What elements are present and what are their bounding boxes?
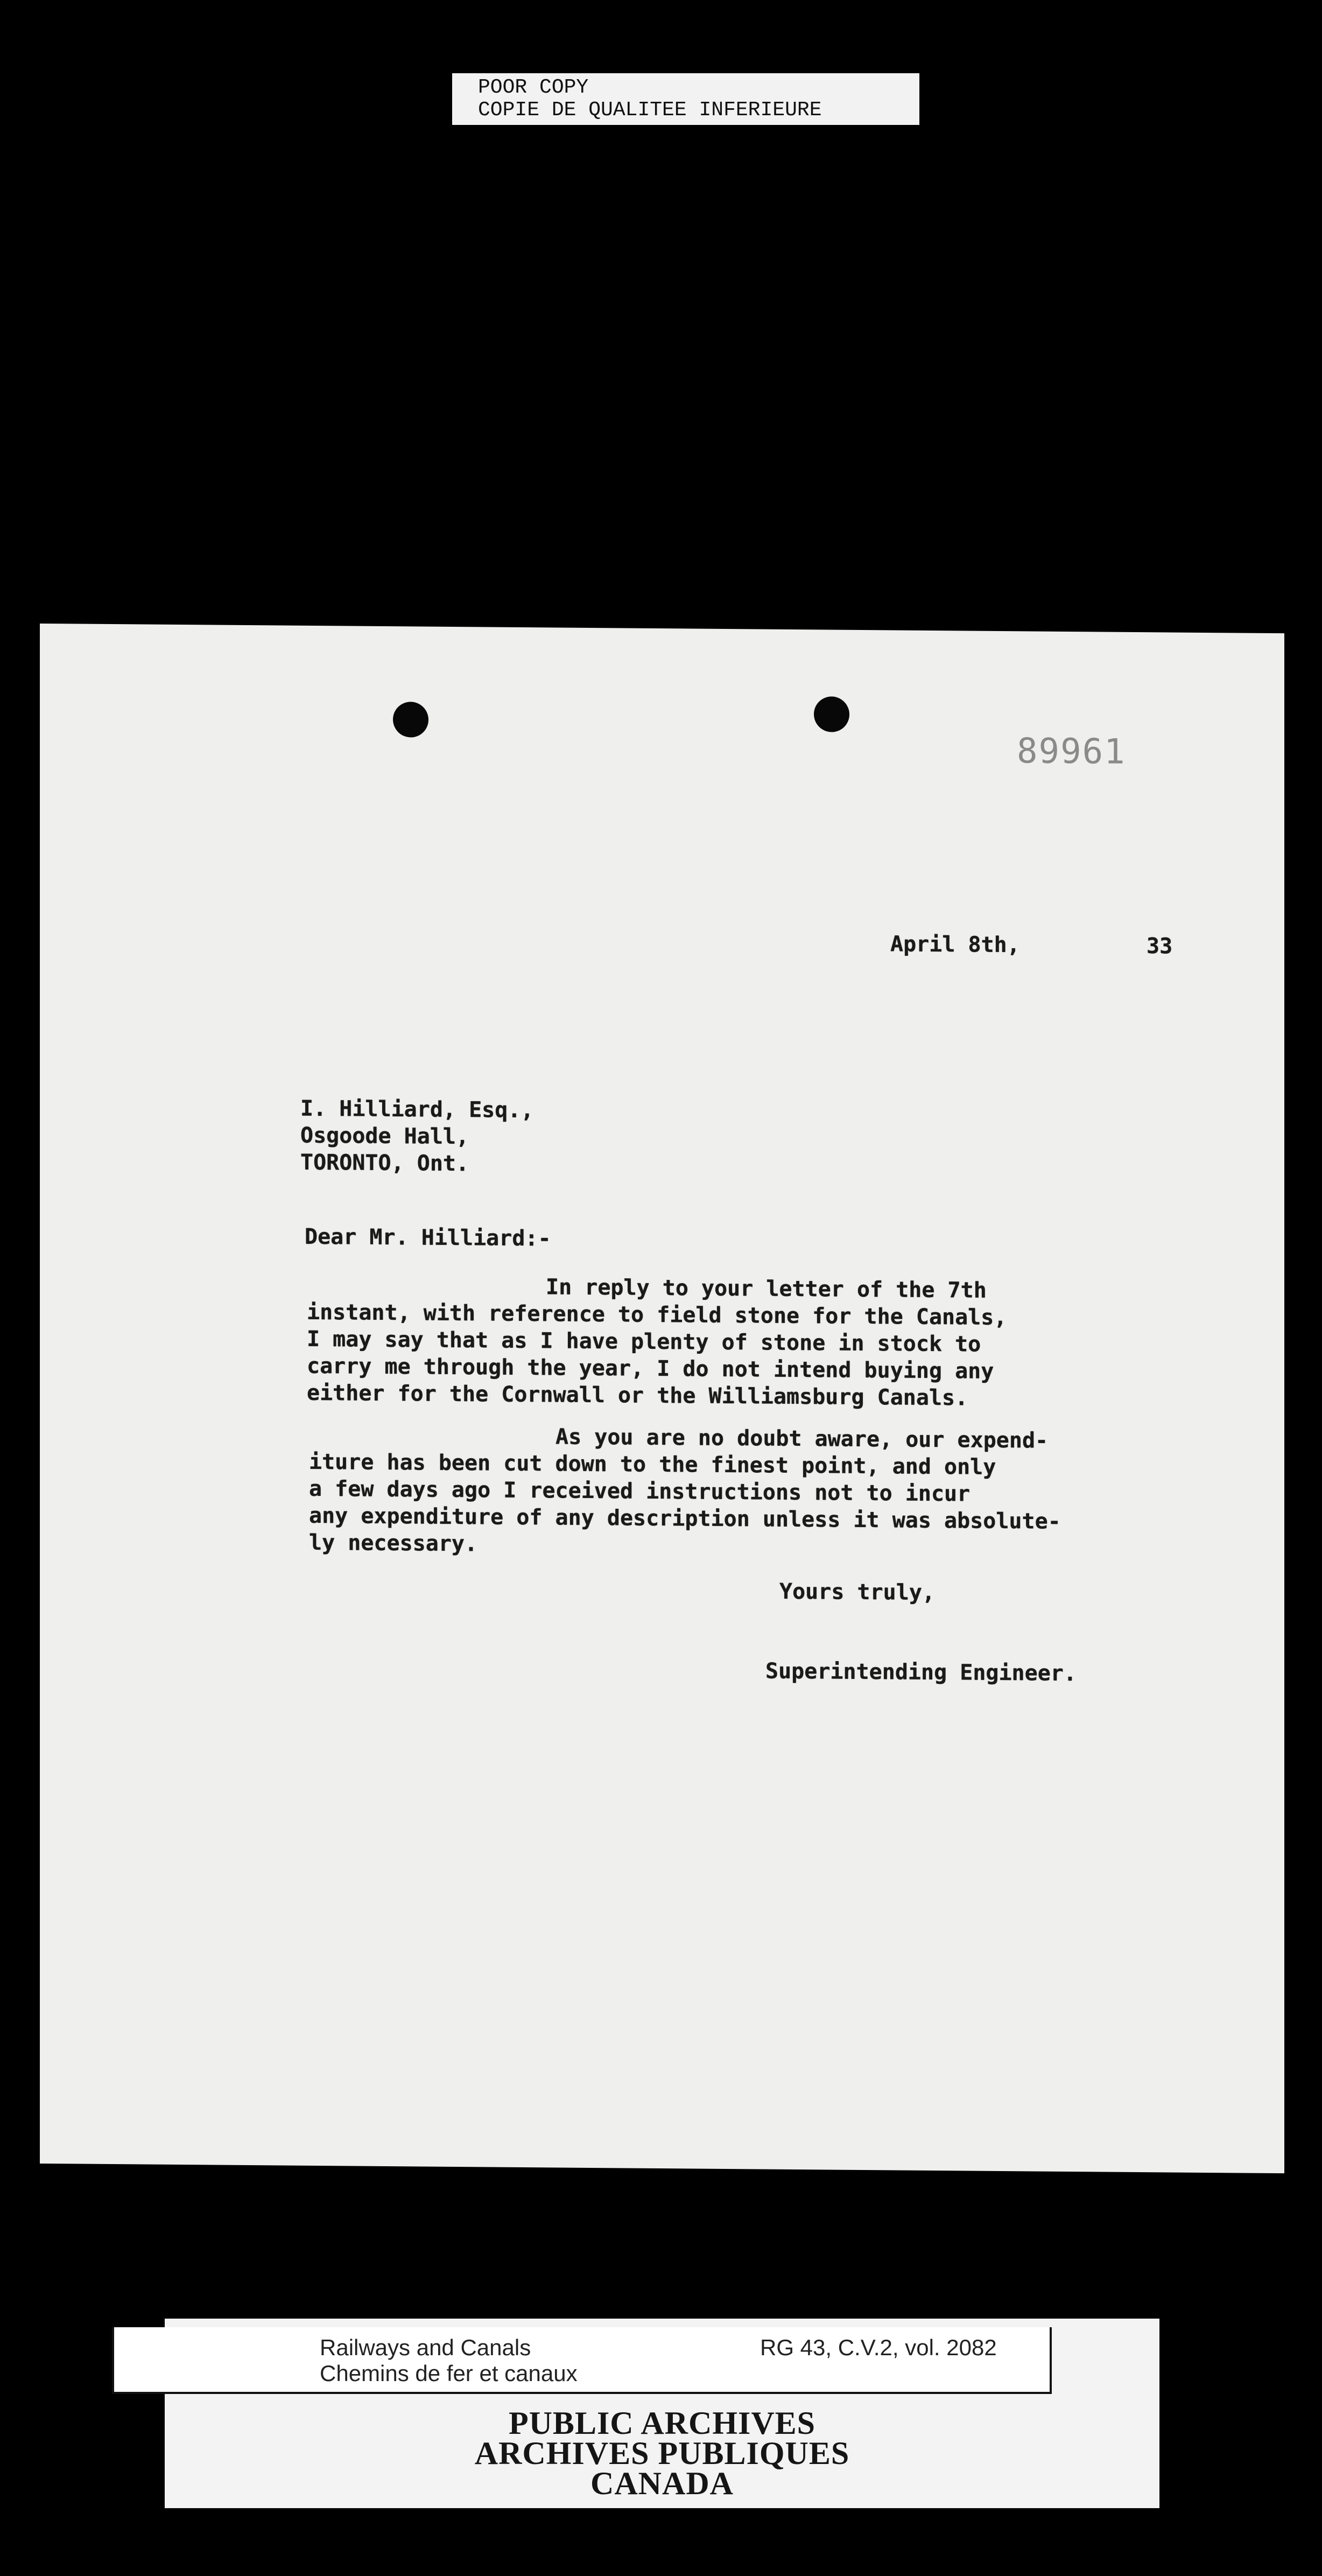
paragraph-1-line-2: instant, with reference to field stone for the Canals, xyxy=(307,1299,1007,1331)
recipient-address: Osgoode Hall, xyxy=(300,1123,469,1150)
poor-copy-stamp xyxy=(452,73,919,125)
letter-year: 33 xyxy=(1147,934,1173,959)
archives-line-english: PUBLIC ARCHIVES xyxy=(508,2405,816,2441)
paragraph-1-line-4: carry me through the year, I do not intend buying any xyxy=(307,1353,994,1384)
signature-title: Superintending Engineer. xyxy=(765,1658,1077,1686)
paragraph-1-line-5: either for the Cornwall or the Williamsburg Canals. xyxy=(307,1380,968,1411)
folio-number: 89961 xyxy=(1017,731,1126,772)
archive-reference: RG 43, C.V.2, vol. 2082 xyxy=(760,2335,997,2360)
stamp-line-french: COPIE DE QUALITEE INFERIEURE xyxy=(478,99,822,122)
paragraph-1-line-1: In reply to your letter of the 7th xyxy=(546,1275,987,1303)
letter-date: April 8th, xyxy=(890,932,1020,958)
department-french: Chemins de fer et canaux xyxy=(320,2361,578,2386)
salutation: Dear Mr. Hilliard:- xyxy=(305,1224,551,1251)
paragraph-2-line-1: As you are no doubt aware, our expend- xyxy=(555,1424,1049,1453)
stamp-line-english: POOR COPY xyxy=(478,76,589,99)
recipient-name: I. Hilliard, Esq., xyxy=(300,1096,534,1123)
department-english: Railways and Canals xyxy=(320,2335,531,2360)
archives-line-french: ARCHIVES PUBLIQUES xyxy=(474,2435,850,2471)
recipient-city: TORONTO, Ont. xyxy=(300,1150,469,1177)
paragraph-2-line-5: ly necessary. xyxy=(309,1530,478,1557)
paragraph-2-line-3: a few days ago I received instructions not to incur xyxy=(309,1476,971,1507)
archives-imprint xyxy=(165,2405,1159,2501)
punch-hole-left xyxy=(393,702,428,738)
punch-hole-right xyxy=(814,696,849,732)
paragraph-1-line-3: I may say that as I have plenty of stone in stock to xyxy=(307,1326,981,1357)
closing: Yours truly, xyxy=(779,1579,935,1606)
paragraph-2-line-4: any expenditure of any description unless it was absolute- xyxy=(309,1503,1061,1534)
department-names xyxy=(320,2335,578,2386)
archives-line-country: CANADA xyxy=(590,2466,734,2501)
paragraph-2-line-2: iture has been cut down to the finest point, and only xyxy=(309,1449,996,1480)
letter-sheet xyxy=(40,624,1284,2173)
